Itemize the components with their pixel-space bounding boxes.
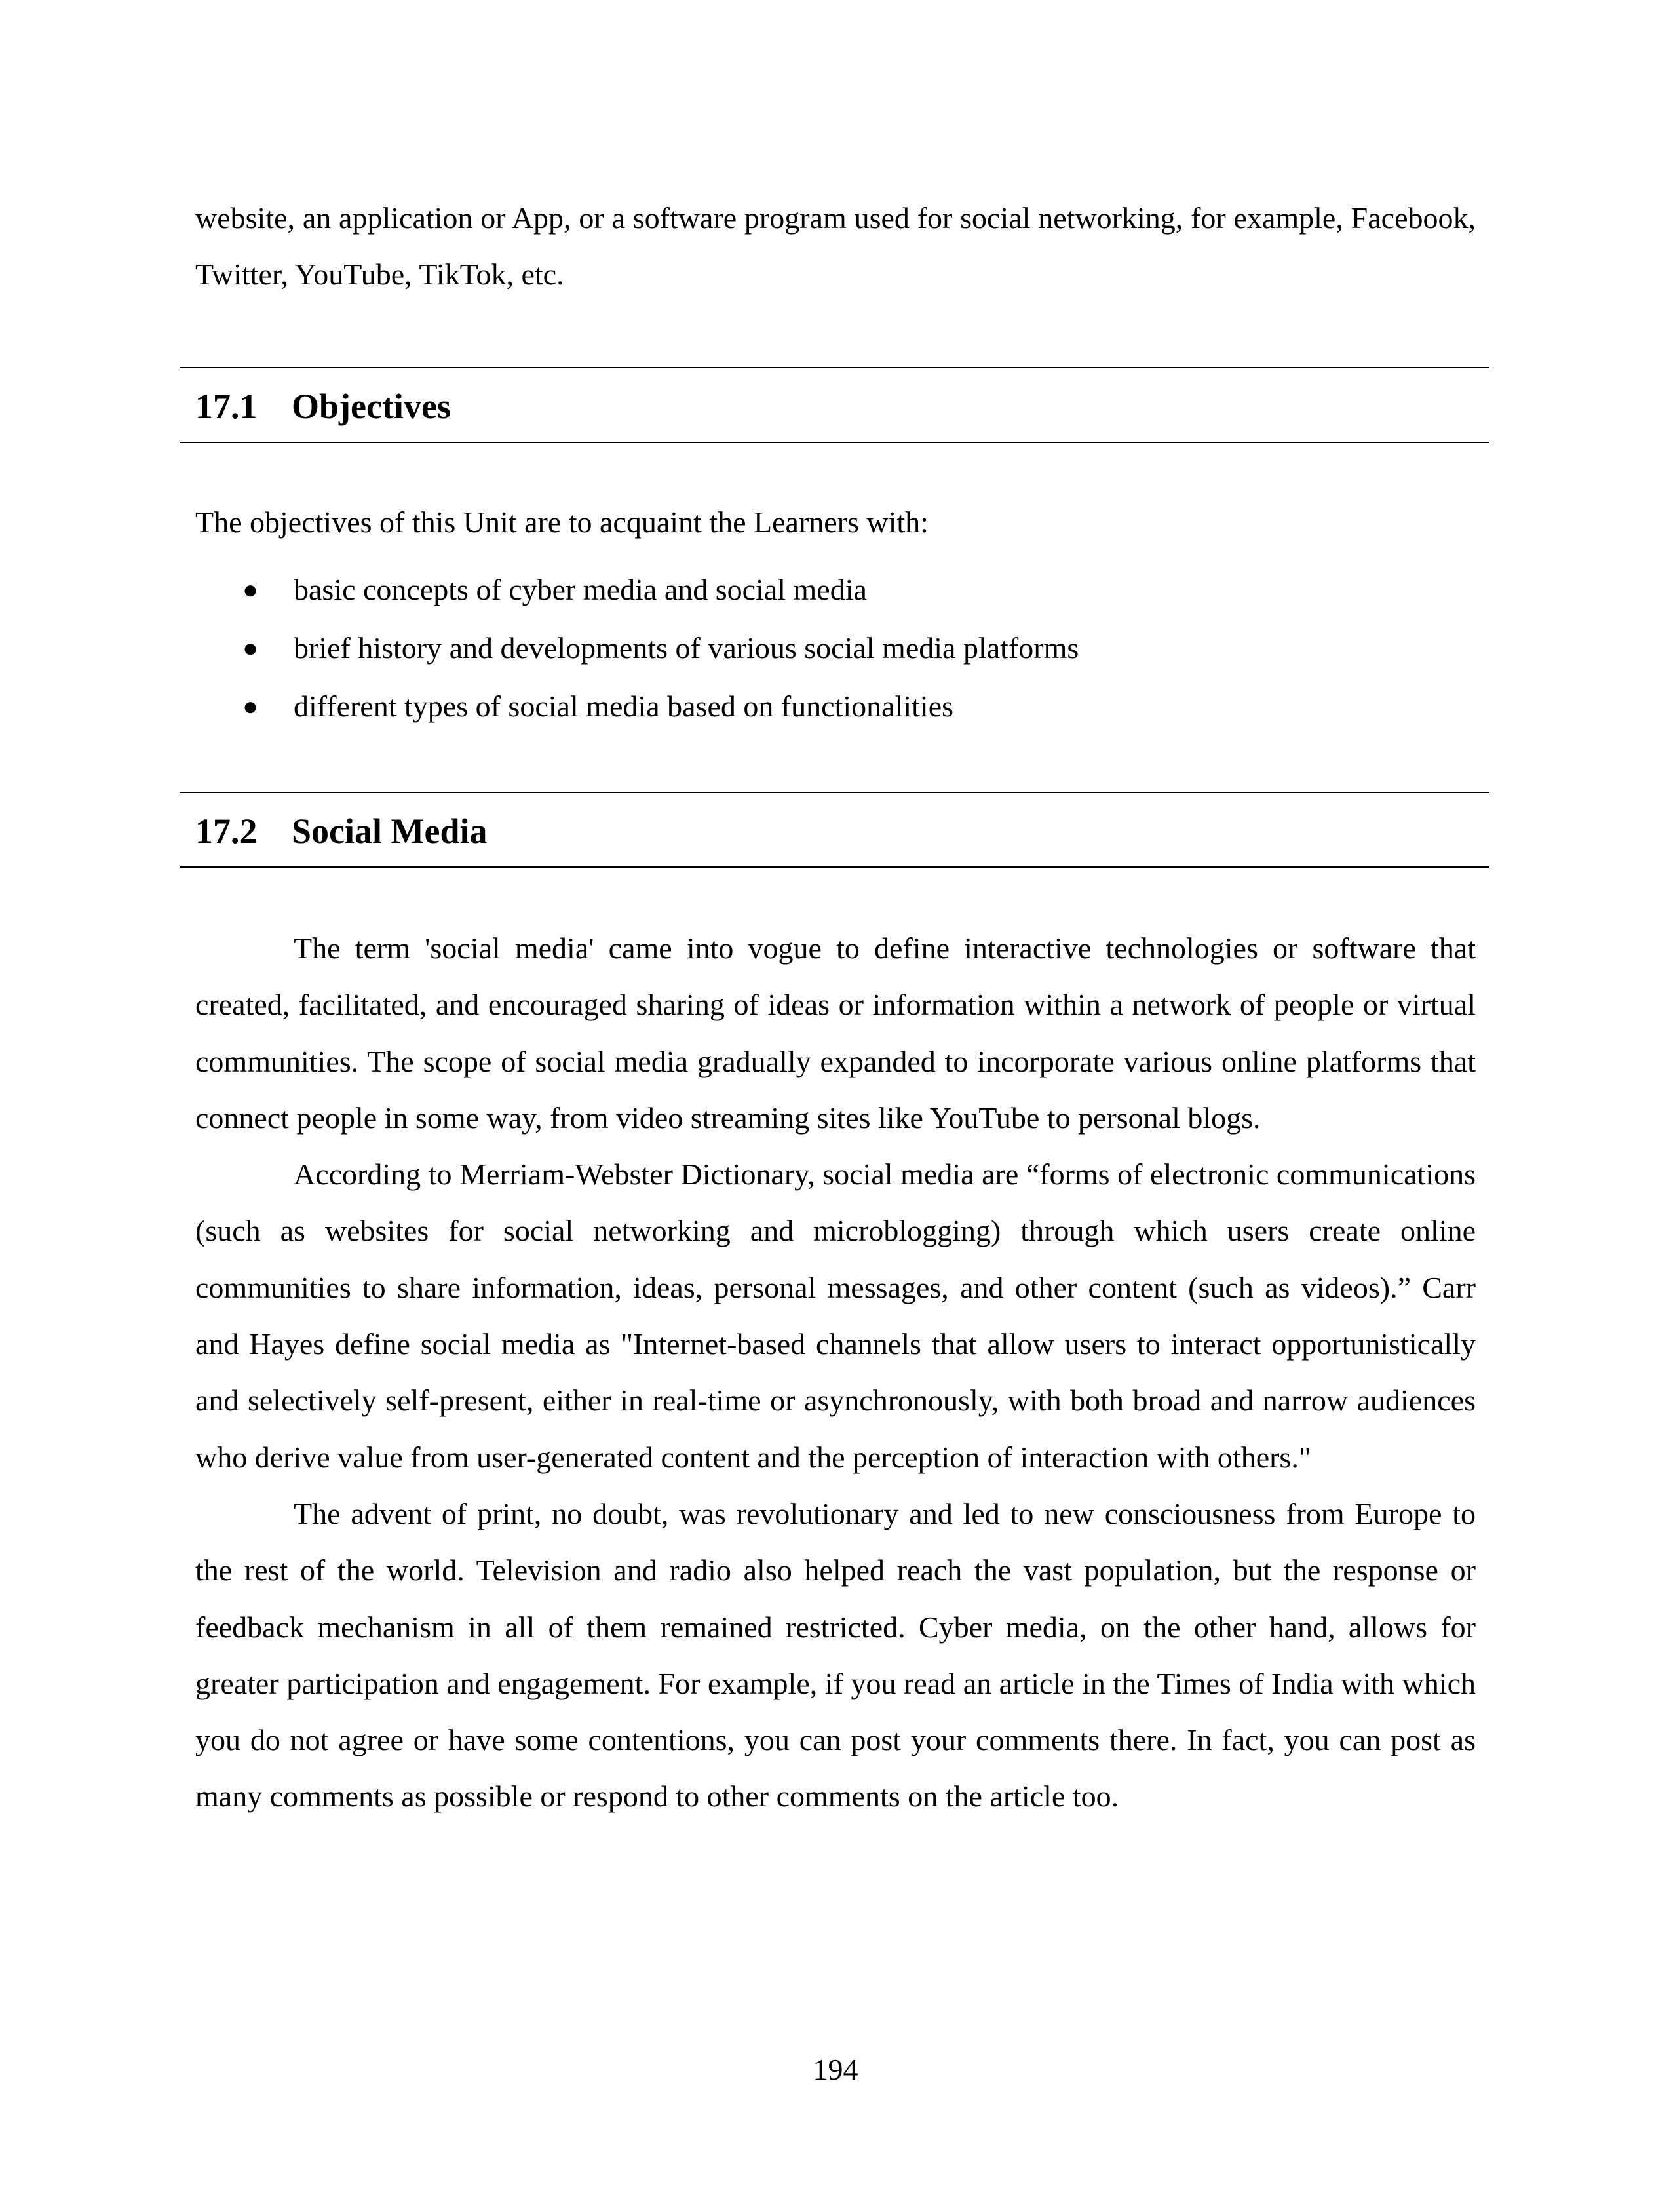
list-item — [195, 560, 1079, 619]
list-item — [195, 677, 1079, 735]
section-number: 17.1 — [195, 387, 258, 426]
list-item — [195, 619, 1079, 677]
list-item-text: brief history and developments of various social media platforms — [294, 631, 1079, 665]
section-number: 17.2 — [195, 811, 258, 851]
section-header-social-media — [180, 792, 1489, 868]
bullet-icon: ● — [242, 691, 259, 721]
bullet-icon: ● — [242, 633, 259, 663]
section-title: Objectives — [292, 387, 451, 426]
bullet-icon: ● — [242, 575, 259, 604]
continuation-text-block — [195, 190, 1476, 303]
section-heading-social-media — [195, 811, 487, 851]
objectives-intro: The objectives of this Unit are to acquaint the Learners with: — [195, 505, 929, 539]
social-media-body — [195, 920, 1476, 1825]
body-paragraph: According to Merriam-Webster Dictionary, social media are “forms of electronic communications (such as websites for social networking and microblogging) through which users create online communities to share information, ideas, personal messages, and other content (such as videos).” Carr and Hayes define social media as "Internet-based channels that allow users to interact opportunistically and selectively self-present, either in real-time or asynchronously, with both broad and narrow audiences who derive value from user-generated content and the perception of interaction with others." — [195, 1157, 1476, 1474]
section-heading-objectives — [195, 387, 451, 426]
list-item-text: different types of social media based on functionalities — [294, 689, 954, 723]
continuation-paragraph: website, an application or App, or a software program used for social networking, for example, Facebook, Twitter, YouTube, TikTok, etc. — [195, 201, 1476, 291]
list-item-text: basic concepts of cyber media and social media — [294, 573, 867, 606]
section-title: Social Media — [292, 811, 488, 851]
page-number: 194 — [813, 2053, 858, 2086]
objectives-list — [195, 560, 1079, 735]
body-paragraph: The term 'social media' came into vogue to define interactive technologies or software that created, facilitated, and encouraged sharing of ideas or information within a network of people or virtual communities. The scope of social media gradually expanded to incorporate various online platforms that connect people in some way, from video streaming sites like YouTube to personal blogs. — [195, 931, 1476, 1135]
body-paragraph: The advent of print, no doubt, was revolutionary and led to new consciousness from Europe to the rest of the world. Television and radio also helped reach the vast population, but the response or feedback mechanism in all of them remained restricted. Cyber media, on the other hand, allows for greater participation and engagement. For example, if you read an article in the Times of India with which you do not agree or have some contentions, you can post your comments there. In fact, you can post as many comments as possible or respond to other comments on the article too. — [195, 1496, 1476, 1814]
section-header-objectives — [180, 367, 1489, 443]
